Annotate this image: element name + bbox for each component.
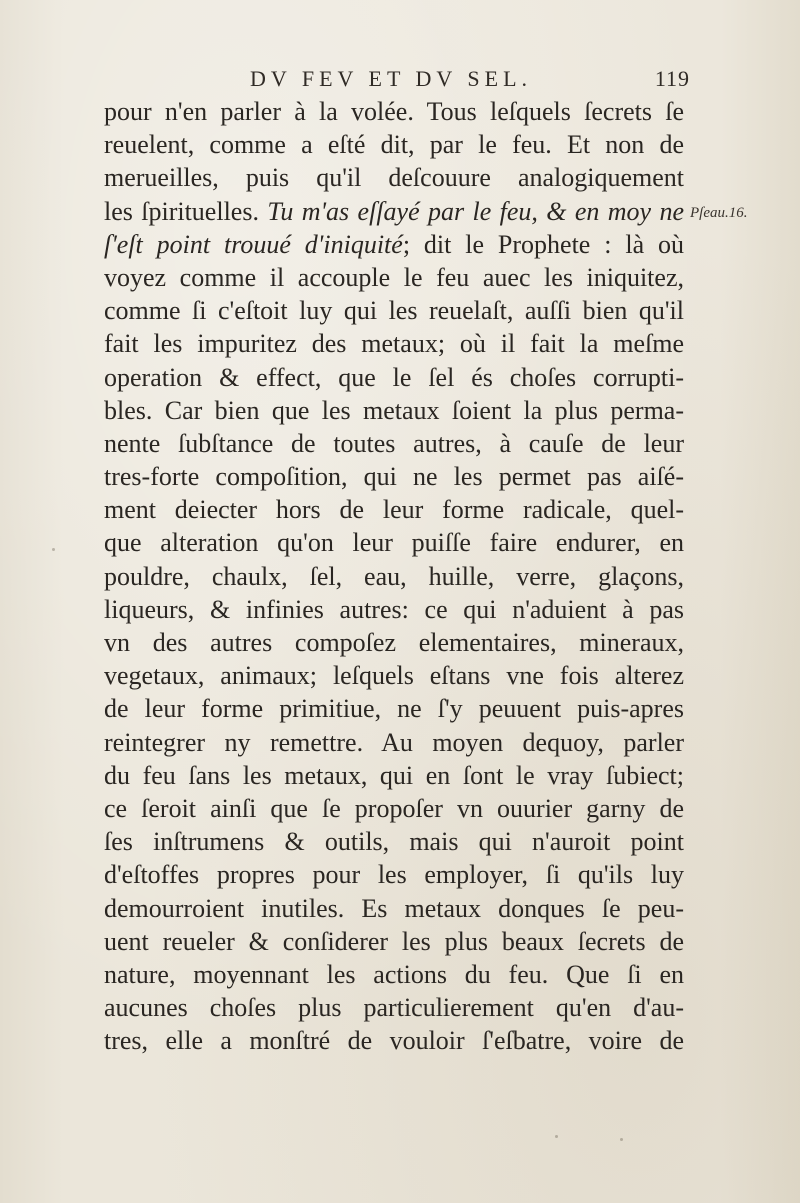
text-segment: du feu ſans les metaux, qui en ſont le vray ſubiect; — [104, 760, 684, 790]
text-line — [104, 593, 684, 626]
text-line — [104, 427, 684, 460]
text-line — [104, 958, 684, 991]
page-header — [250, 62, 690, 96]
text-line — [104, 526, 684, 559]
text-line — [104, 228, 684, 261]
marginal-note: Pſeau.16. — [690, 205, 748, 221]
text-segment: liqueurs, & infinies autres: ce qui n'aduient à pas — [104, 594, 684, 624]
text-segment: que alteration qu'on leur puiſſe faire endurer, en — [104, 528, 684, 558]
text-segment: uent reueler & conſiderer les plus beaux ſecrets de — [104, 926, 684, 956]
text-line — [104, 95, 684, 128]
text-line — [104, 726, 684, 759]
text-segment: ment deiecter hors de leur forme radicale, quel- — [104, 495, 684, 525]
text-line — [104, 1024, 684, 1057]
text-line — [104, 925, 684, 958]
text-segment: d'eſtoffes propres pour les employer, ſi qu'ils luy — [104, 860, 684, 890]
text-segment: vegetaux, animaux; leſquels eſtans vne fois alterez — [104, 661, 684, 691]
paper-speck — [555, 1135, 558, 1138]
italic-quotation: ſ'eſt point trouué d'iniquité — [104, 229, 403, 259]
text-line — [104, 195, 684, 228]
text-line — [104, 294, 684, 327]
italic-quotation: Tu m'as eſſayé par le feu, & en moy ne — [267, 196, 684, 226]
text-segment: nente ſubſtance de toutes autres, à cauſe de leur — [104, 428, 684, 458]
running-title: DV FEV ET DV SEL. — [250, 66, 533, 91]
text-segment: operation & effect, que le ſel és choſes corrupti- — [104, 362, 684, 392]
text-segment: pour n'en parler à la volée. Tous leſquels ſecrets ſe — [104, 97, 684, 126]
body-text — [104, 95, 684, 1057]
text-segment: tres-forte compoſition, qui ne les permet pas aiſé- — [104, 462, 684, 492]
text-segment: de leur forme primitiue, ne ſ'y peuuent puis-apres — [104, 694, 684, 724]
text-line — [104, 759, 684, 792]
page-number: 119 — [654, 66, 690, 91]
text-segment: demourroient inutiles. Es metaux donques ſe peu- — [104, 893, 684, 923]
text-segment: tres, elle a monſtré de vouloir ſ'eſbatre, voire de — [104, 1026, 684, 1056]
text-segment: aucunes choſes plus particulierement qu'en d'au- — [104, 993, 684, 1023]
text-line — [104, 560, 684, 593]
text-line — [104, 493, 684, 526]
text-line — [104, 692, 684, 725]
text-segment: merueilles, puis qu'il deſcouure analogiquement — [104, 163, 684, 193]
text-line — [104, 460, 684, 493]
text-segment: reintegrer ny remettre. Au moyen dequoy, parler — [104, 727, 684, 757]
text-line — [104, 792, 684, 825]
text-segment: les ſpirituelles. — [104, 196, 268, 226]
text-segment: vn des autres compoſez elementaires, mineraux, — [104, 628, 684, 657]
text-line — [104, 394, 684, 427]
text-line — [104, 659, 684, 692]
text-segment: nature, moyennant les actions du feu. Que ſi en — [104, 959, 684, 989]
text-line — [104, 128, 684, 161]
text-segment: ſes inſtrumens & outils, mais qui n'auroit point — [104, 827, 684, 857]
text-segment: fait les impuritez des metaux; où il fait la meſme — [104, 329, 684, 359]
text-segment: comme ſi c'eſtoit luy qui les reuelaſt, auſſi bien qu'il — [104, 296, 684, 326]
text-line — [104, 361, 684, 394]
text-segment: reuelent, comme a eſté dit, par le feu. Et non de — [104, 130, 684, 160]
text-line — [104, 161, 684, 194]
paper-speck — [620, 1138, 623, 1141]
paper-speck — [52, 548, 55, 551]
text-segment: ; dit le Prophete : là où — [402, 229, 684, 259]
text-line — [104, 858, 684, 891]
text-line — [104, 892, 684, 925]
text-segment: ce ſeroit ainſi que ſe propoſer vn ouurier garny de — [104, 793, 684, 823]
text-line — [104, 261, 684, 294]
text-segment: pouldre, chaulx, ſel, eau, huille, verre, glaçons, — [104, 561, 684, 591]
text-line — [104, 991, 684, 1024]
text-line — [104, 825, 684, 858]
text-segment: voyez comme il accouple le feu auec les iniquitez, — [104, 262, 684, 292]
text-line — [104, 327, 684, 360]
text-line — [104, 626, 684, 659]
text-segment: bles. Car bien que les metaux ſoient la plus perma- — [104, 395, 684, 425]
